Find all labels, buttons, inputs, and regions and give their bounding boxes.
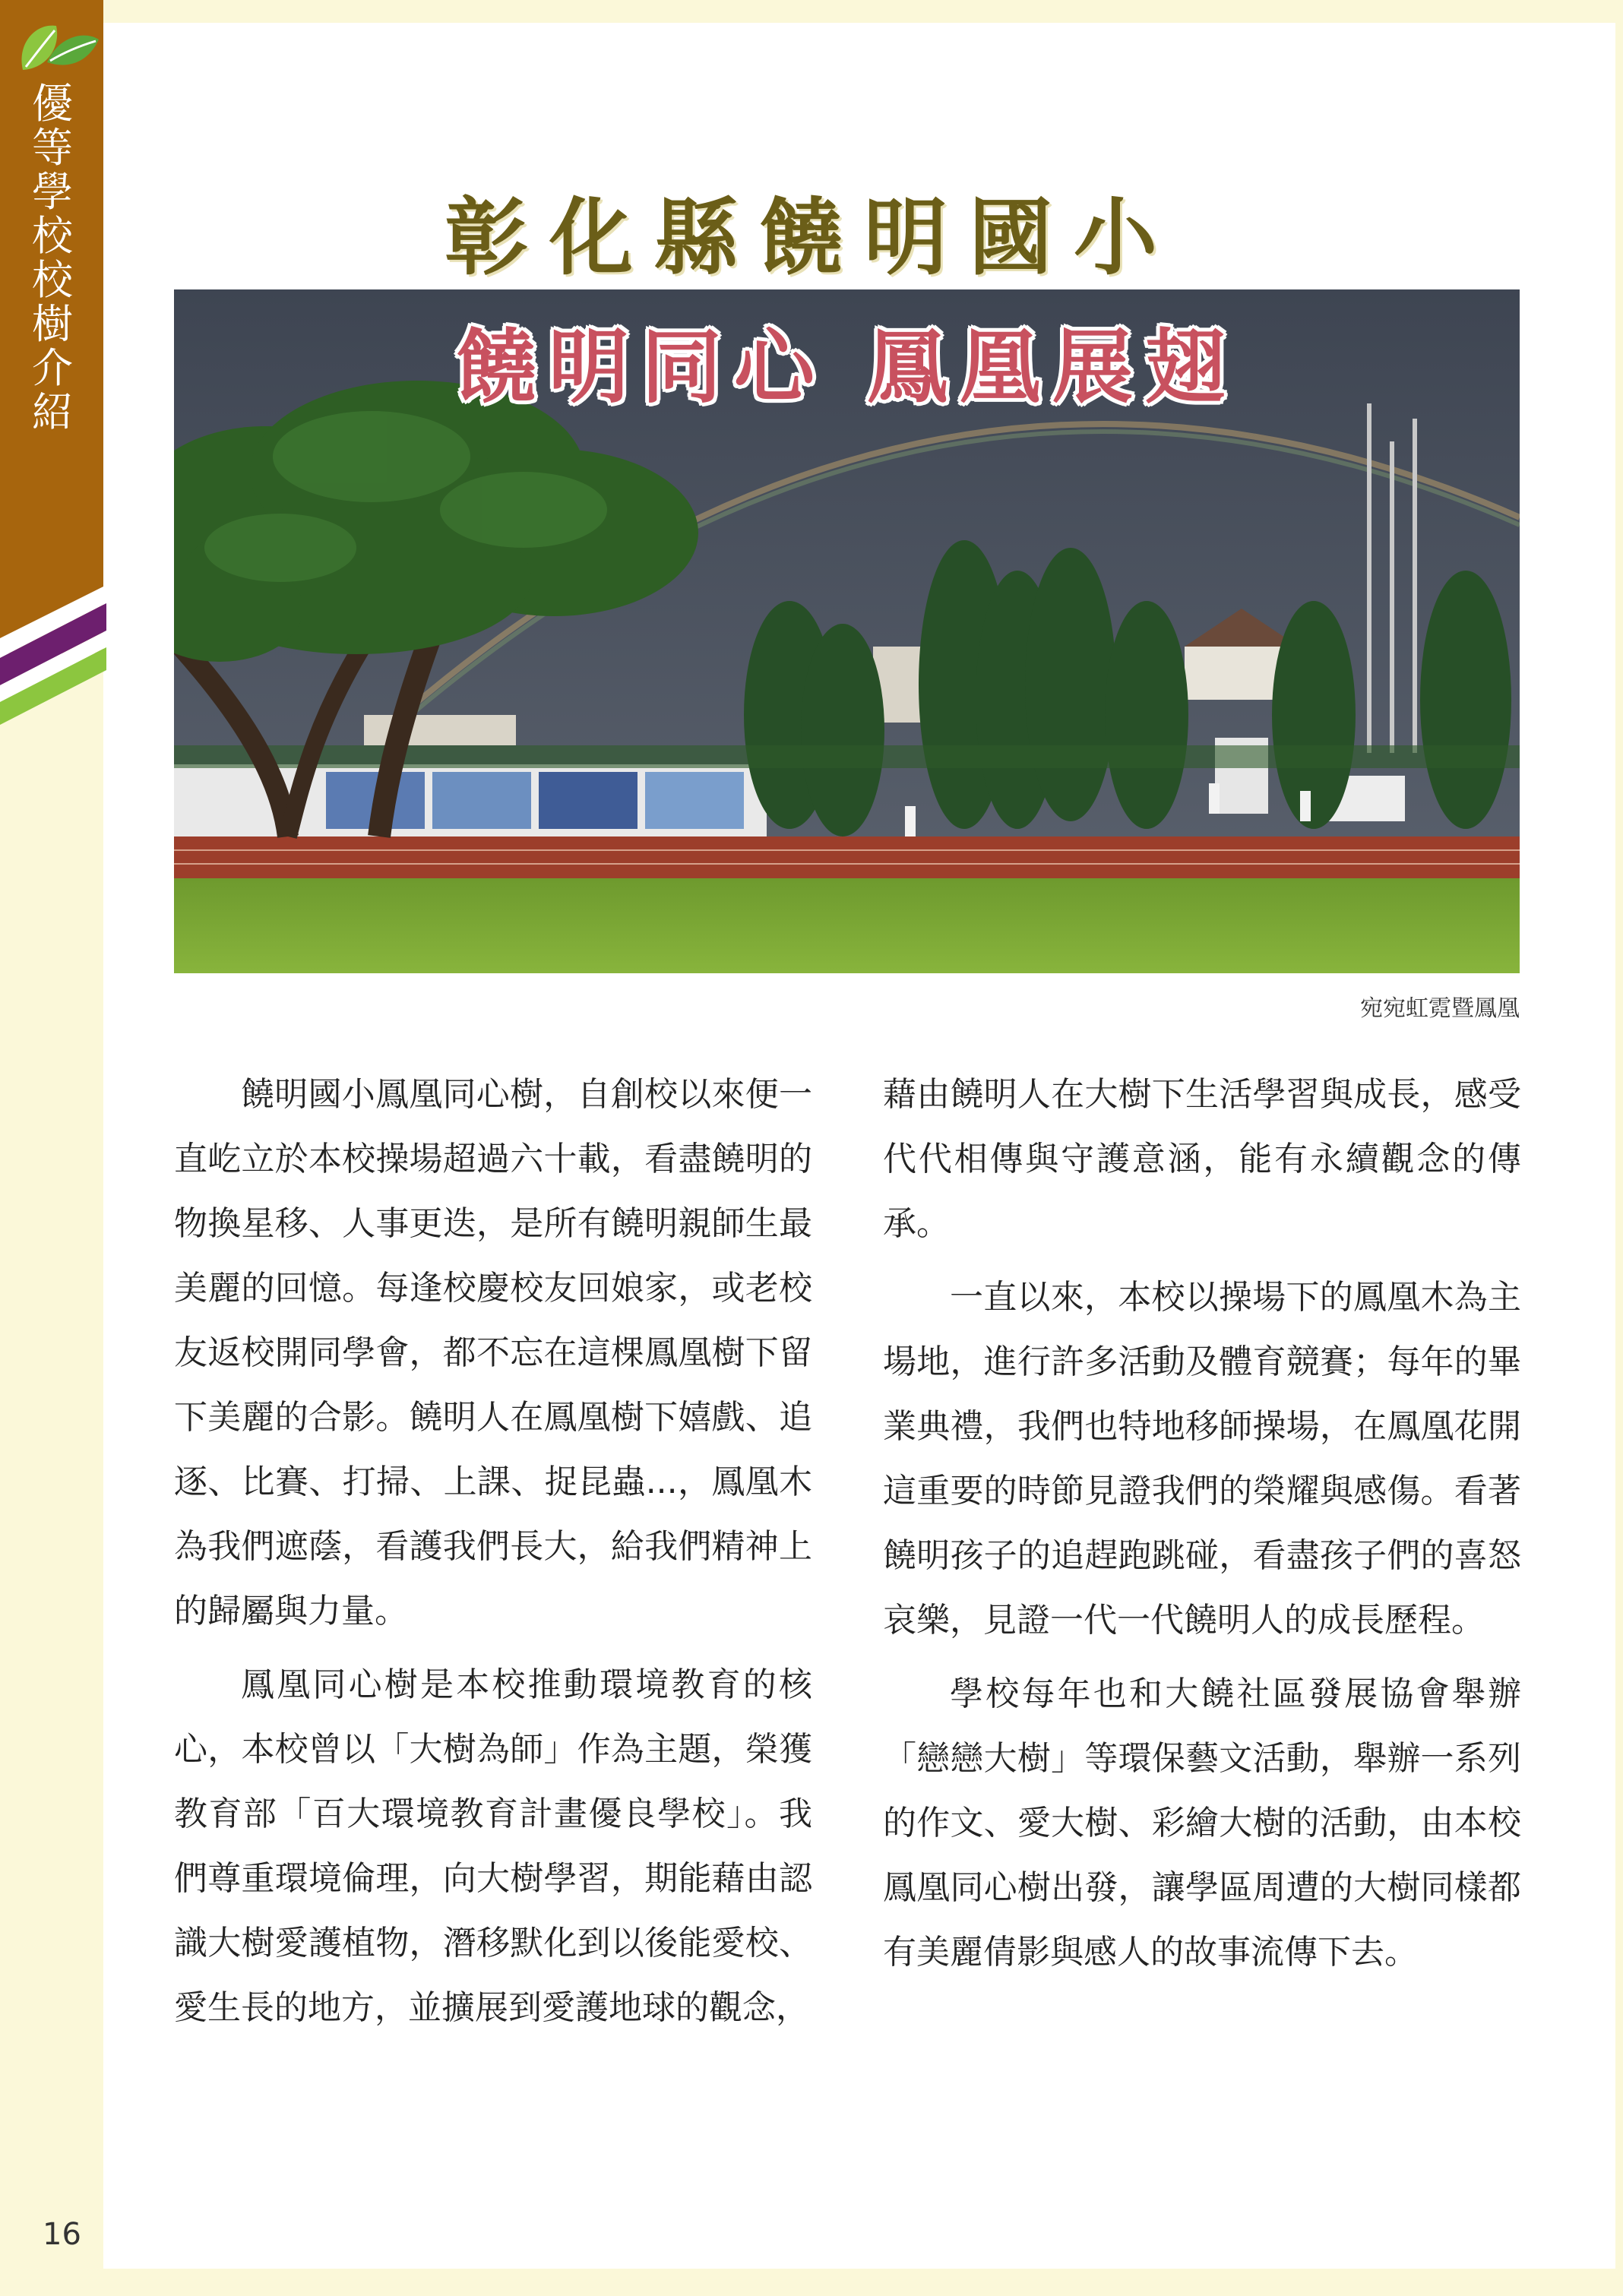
article-paragraph: 鳳凰同心樹是本校推動環境教育的核心，本校曾以「大樹為師」作為主題，榮獲教育部「百大環境教育計畫優良學校」。我們尊重環境倫理，向大樹學習，期能藉由認識大樹愛護植物，潛移默化到以後能愛校、愛生長的地方，並擴展到愛護地球的觀念， xyxy=(174,1665,812,2027)
article-right-column xyxy=(883,1062,1521,1994)
sidebar-stripes xyxy=(0,585,106,783)
subtitle-slogan: 饒明同心 鳳凰展翅 xyxy=(456,319,1238,414)
article-left-column xyxy=(174,1062,812,2049)
school-playground-photo xyxy=(174,289,1520,973)
photo-caption: 宛宛虹霓暨鳳凰 xyxy=(1360,995,1520,1022)
article-paragraph: 學校每年也和大饒社區發展協會舉辦「戀戀大樹」等環保藝文活動，舉辦一系列的作文、愛大樹、彩繪大樹的活動，由本校鳳凰同心樹出發，讓學區周遭的大樹同樣都有美麗倩影與感人的故事流傳下去。 xyxy=(883,1675,1521,1972)
article-paragraph: 藉由饒明人在大樹下生活學習與成長，感受代代相傳與守護意涵，能有永續觀念的傳承。 xyxy=(883,1075,1521,1243)
article-paragraph: 一直以來，本校以操場下的鳳凰木為主場地，進行許多活動及體育競賽；每年的畢業典禮，我們也特地移師操場，在鳳凰花開這重要的時節見證我們的榮耀與感傷。看著饒明孩子的追趕跑跳碰，看盡孩子們的喜怒哀樂，見證一代一代饒明人的成長歷程。 xyxy=(883,1278,1521,1640)
leaf-icon xyxy=(17,17,100,77)
section-title: 優等學校校樹介紹 xyxy=(32,80,73,436)
school-name-title: 彰化縣饒明國小 xyxy=(445,188,1178,286)
page-number: 16 xyxy=(43,2217,81,2252)
article-paragraph: 饒明國小鳳凰同心樹，自創校以來便一直屹立於本校操場超過六十載，看盡饒明的物換星移、人事更迭，是所有饒明親師生最美麗的回憶。每逢校慶校友回娘家，或老校友返校開同學會，都不忘在這棵鳳凰樹下留下美麗的合影。饒明人在鳳凰樹下嬉戲、追逐、比賽、打掃、上課、捉昆蟲...，鳳凰木為我們遮蔭，看護我們長大，給我們精神上的歸屬與力量。 xyxy=(174,1075,812,1630)
